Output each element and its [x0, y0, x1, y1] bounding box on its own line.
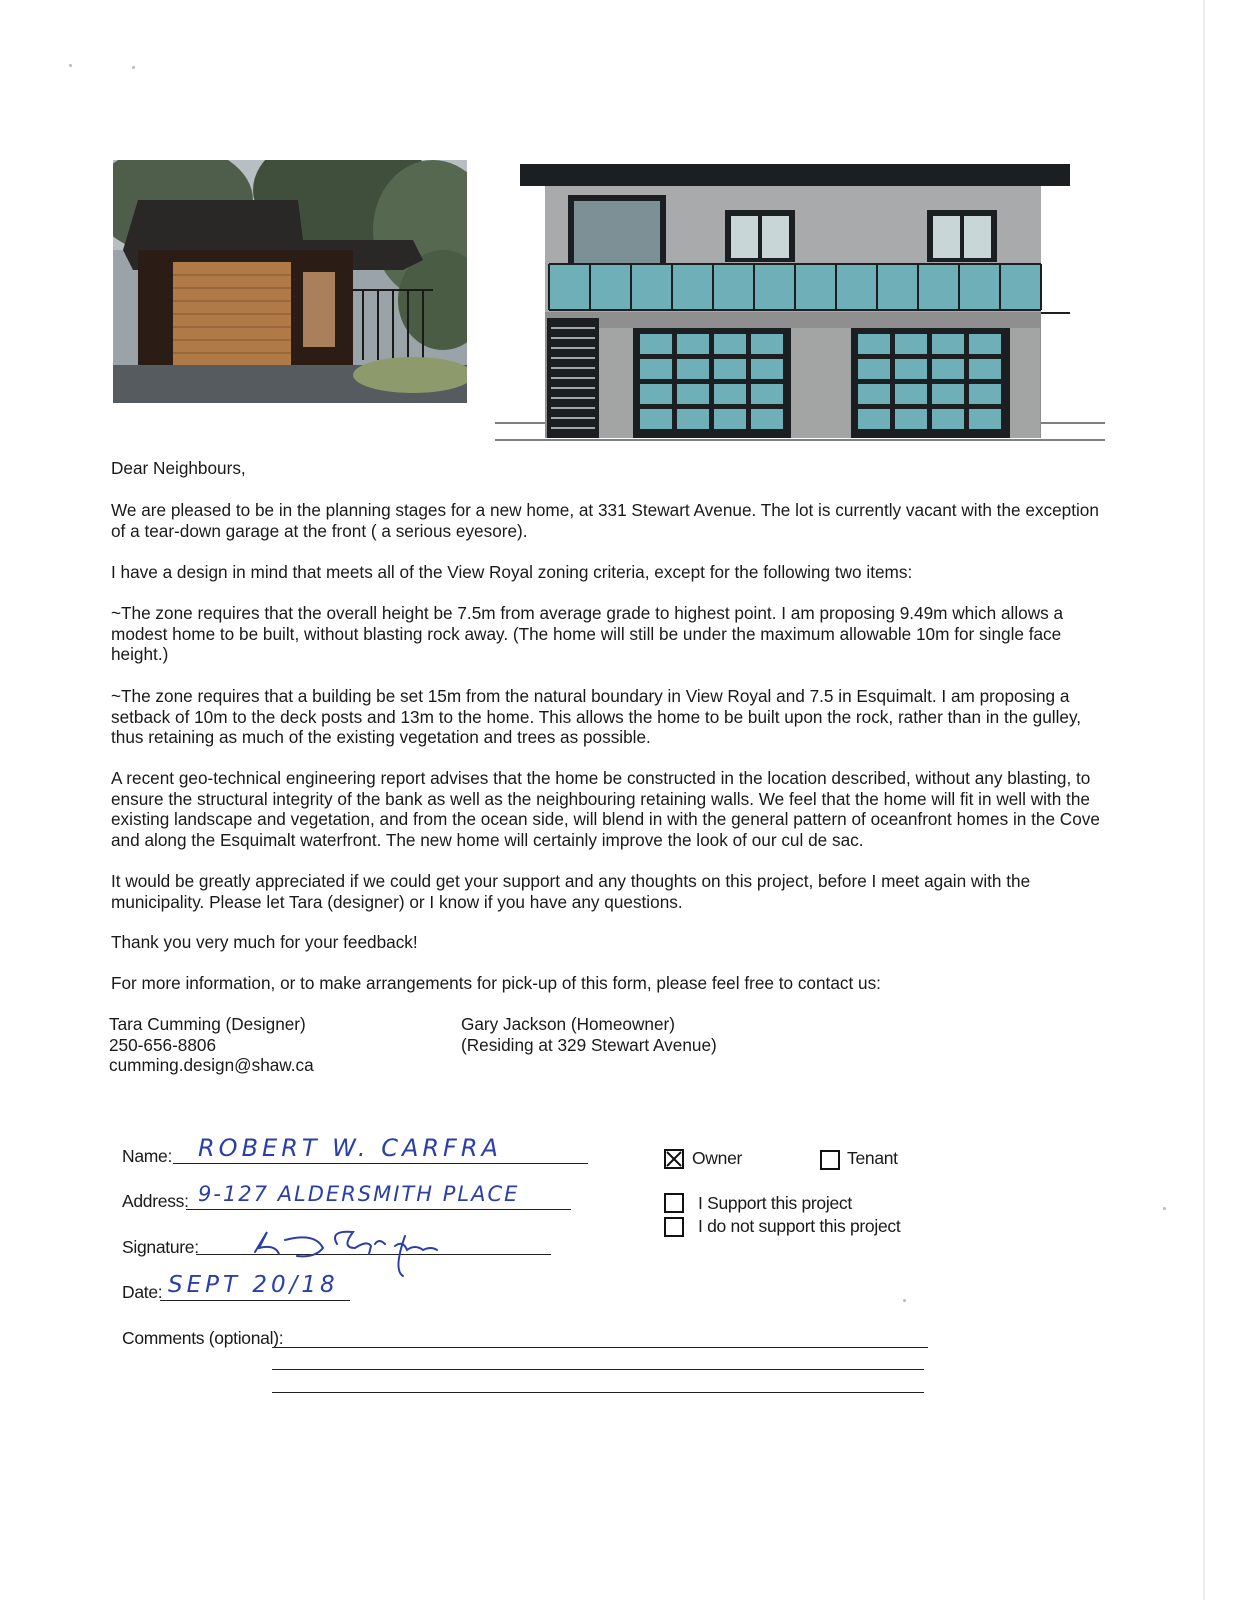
date-line: [160, 1300, 350, 1301]
paragraph-contact-intro: For more information, or to make arrangements for pick-up of this form, please feel free to contact us:: [111, 973, 881, 993]
paragraph-intro: We are pleased to be in the planning stages for a new home, at 331 Stewart Avenue. The lot is currently vacant with the exception of a tear-down garage at the front ( a serious eyesore).: [111, 500, 1099, 541]
paragraph-setback: ~The zone requires that a building be set 15m from the natural boundary in View Royal and 7.5 in Esquimalt. I am proposing a setback of 10m to the deck posts and 13m to the home. This allows the home to be built upon the rock, rather than in the gulley, thus retaining as much of the existing vegetation and trees as possible.: [111, 686, 1082, 747]
tenant-label: Tenant: [847, 1148, 898, 1168]
not-support-checkbox[interactable]: [664, 1217, 684, 1237]
date-label: Date:: [122, 1282, 163, 1302]
owner-checkbox[interactable]: [664, 1149, 684, 1169]
paragraph-design: I have a design in mind that meets all of the View Royal zoning criteria, except for the following two items:: [111, 562, 913, 582]
name-label: Name:: [122, 1146, 173, 1166]
owner-label: Owner: [692, 1148, 743, 1168]
scan-speck: [903, 1299, 906, 1302]
owner-name: Gary Jackson (Homeowner): [461, 1014, 675, 1034]
tenant-checkbox[interactable]: [820, 1150, 840, 1170]
greeting: Dear Neighbours,: [111, 458, 246, 478]
address-label: Address:: [122, 1191, 189, 1211]
checkmark-x-icon: [666, 1151, 682, 1167]
paragraph-support-request: It would be greatly appreciated if we could get your support and any thoughts on this project, before I meet again with the municipality. Please let Tara (designer) or I know if you have any questions.: [111, 871, 1031, 912]
name-line: [173, 1163, 588, 1164]
designer-name: Tara Cumming (Designer): [109, 1014, 306, 1034]
scan-speck: [132, 66, 135, 69]
proposed-home-elevation: [495, 158, 1105, 445]
garage-photo-image: [113, 160, 467, 403]
comments-line-2[interactable]: [272, 1369, 924, 1370]
signature-label: Signature:: [122, 1237, 199, 1257]
scan-speck: [69, 64, 72, 67]
name-field[interactable]: ROBERT W. CARFRA: [198, 1134, 502, 1162]
comments-line-3[interactable]: [272, 1392, 924, 1393]
address-line: [186, 1209, 571, 1210]
support-label: I Support this project: [698, 1193, 852, 1213]
designer-phone: 250-656-8806: [109, 1034, 217, 1055]
existing-garage-photo: [113, 160, 467, 403]
paragraph-geotech: A recent geo-technical engineering report advises that the home be constructed in the location described, without any blasting, to ensure the structural integrity of the bank as well as the neighbouring retaining walls. We feel that the home will fit in well with the existing landscape and vegetation, and from the ocean side, will blend in with the general pattern of oceanfront homes in the Cove and along the Esquimalt waterfront. The new home will certainly improve the look of our cul de sac.: [111, 768, 1100, 850]
designer-email: cumming.design@shaw.ca: [109, 1055, 314, 1075]
not-support-label: I do not support this project: [698, 1216, 901, 1236]
comments-label: Comments (optional):: [122, 1328, 284, 1348]
paragraph-thanks: Thank you very much for your feedback!: [111, 932, 418, 952]
owner-contact: [461, 1014, 821, 1055]
owner-residence: (Residing at 329 Stewart Avenue): [461, 1034, 717, 1055]
address-field[interactable]: 9-127 ALDERSMITH PLACE: [198, 1182, 520, 1206]
paragraph-height: ~The zone requires that the overall height be 7.5m from average grade to highest point. I am proposing 9.49m which allows a modest home to be built, without blasting rock away. (The home will still be under the maximum allowable 10m for single face height.): [111, 603, 1064, 664]
scan-edge: [1203, 0, 1205, 1600]
elevation-drawing: [495, 158, 1105, 445]
support-checkbox[interactable]: [664, 1193, 684, 1213]
scan-speck: [1163, 1207, 1166, 1210]
handwritten-signature: [245, 1218, 465, 1280]
date-field[interactable]: SEPT 20/18: [168, 1272, 339, 1298]
signature-mark[interactable]: [245, 1218, 465, 1280]
comments-line-1[interactable]: [272, 1347, 928, 1348]
designer-contact: [109, 1014, 429, 1076]
